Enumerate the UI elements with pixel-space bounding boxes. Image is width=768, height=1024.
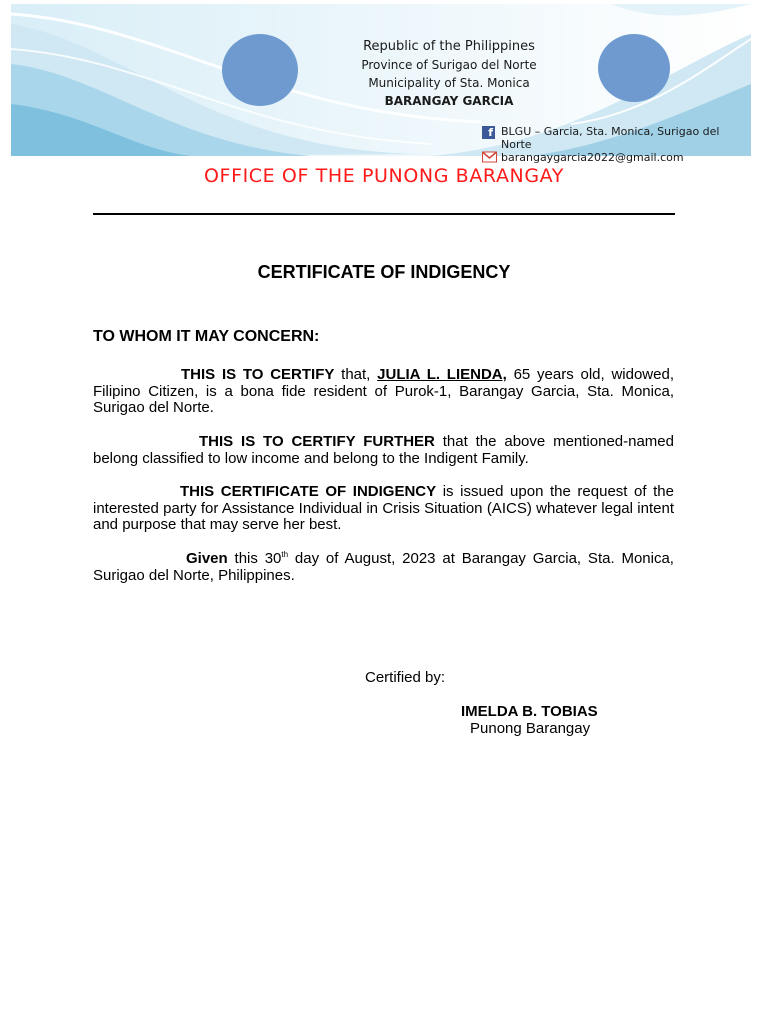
resident-name: JULIA L. LIENDA, xyxy=(377,366,507,383)
government-address-block xyxy=(331,38,567,110)
paragraph-certify-further xyxy=(93,434,674,467)
email-contact xyxy=(482,151,752,164)
header-divider xyxy=(93,213,675,215)
salutation: TO WHOM IT MAY CONCERN: xyxy=(93,328,320,345)
paragraph-certify xyxy=(93,367,674,417)
certificate-title: CERTIFICATE OF INDIGENCY xyxy=(257,262,511,282)
paragraph-given xyxy=(93,551,674,584)
gmail-icon xyxy=(482,151,497,163)
province-line: Province of Surigao del Norte xyxy=(361,58,537,72)
facebook-contact xyxy=(482,125,752,151)
letterhead-banner xyxy=(11,4,751,164)
paragraph-issued xyxy=(93,484,674,534)
certified-by-label: Certified by: xyxy=(365,669,446,686)
given-text-b: day of August, 2023 at Barangay Garcia, Sta. Monica, Surigao del Norte, Philippines. xyxy=(93,550,674,584)
barangay-line: BARANGAY GARCIA xyxy=(384,94,514,108)
signatory-title: Punong Barangay xyxy=(470,720,591,737)
certify-text-a: that, xyxy=(334,366,378,383)
certify-further-lead: THIS IS TO CERTIFY FURTHER xyxy=(199,433,435,450)
date-ordinal: th xyxy=(281,550,289,559)
country-line: Republic of the Philippines xyxy=(363,39,535,54)
contact-info xyxy=(482,125,752,164)
signatory-name: IMELDA B. TOBIAS xyxy=(461,703,598,720)
issued-text: is issued upon the request of the interested party for Assistance Individual in Crisis Situation (AICS) whatever legal intent and purpose that may serve her best. xyxy=(93,483,674,534)
office-title: OFFICE OF THE PUNONG BARANGAY xyxy=(203,165,565,187)
municipality-line: Municipality of Sta. Monica xyxy=(368,76,530,90)
facebook-icon: f xyxy=(482,126,495,139)
given-lead: Given xyxy=(186,550,228,567)
municipal-seal-left xyxy=(222,34,298,106)
issued-lead: THIS CERTIFICATE OF INDIGENCY xyxy=(180,483,437,500)
given-text-a: this 30 xyxy=(227,550,282,567)
facebook-text: BLGU – Garcia, Sta. Monica, Surigao del Norte xyxy=(501,125,720,151)
email-text: barangaygarcia2022@gmail.com xyxy=(501,151,684,164)
certify-text-b: 65 years old, widowed, Filipino Citizen, is a bona fide resident of Purok-1, Barangay Garcia, Sta. Monica, Surigao del Norte. xyxy=(93,366,674,417)
barangay-seal-right xyxy=(598,34,670,102)
certify-lead: THIS IS TO CERTIFY xyxy=(181,366,335,383)
certify-further-text: that the above mentioned-named belong classified to low income and belong to the Indigent Family. xyxy=(93,433,674,467)
